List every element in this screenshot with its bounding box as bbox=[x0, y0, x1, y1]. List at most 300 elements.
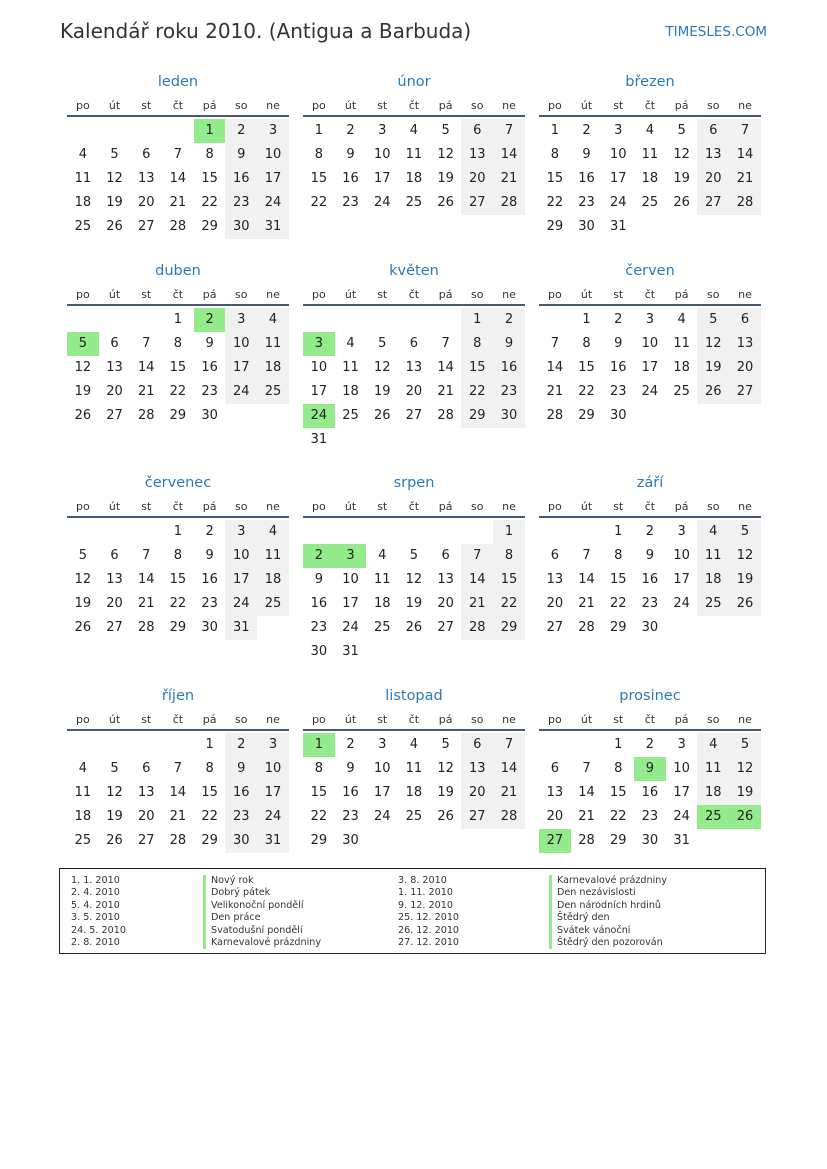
weekday-label: so bbox=[235, 500, 248, 513]
day-cell: 4 bbox=[346, 336, 355, 351]
day-cell: 21 bbox=[546, 384, 564, 399]
weekday-label: út bbox=[344, 99, 357, 112]
weekday-header bbox=[303, 498, 525, 518]
weekday-label: ne bbox=[738, 99, 752, 112]
day-cell: 20 bbox=[729, 356, 761, 380]
day-cell: 12 bbox=[405, 572, 423, 587]
day-cell: 28 bbox=[137, 620, 155, 635]
day-cell: 27 bbox=[137, 219, 155, 234]
day-cell: 20 bbox=[106, 384, 123, 399]
day-cell: 31 bbox=[609, 219, 627, 234]
day-cell: 29 bbox=[310, 833, 328, 848]
day-cell: 5 bbox=[729, 733, 761, 757]
day-cell: 5 bbox=[441, 123, 450, 138]
weekday-label: ne bbox=[738, 713, 752, 726]
empty-cell bbox=[130, 520, 162, 544]
day-cell: 4 bbox=[677, 312, 686, 327]
day-cell: 18 bbox=[74, 195, 92, 210]
month-name: červenec bbox=[144, 475, 212, 491]
weekday-header bbox=[539, 711, 761, 731]
day-cell: 13 bbox=[137, 171, 155, 186]
day-cell: 9 bbox=[645, 548, 655, 563]
month-11 bbox=[539, 686, 761, 853]
holiday-day-cell: 3 bbox=[303, 332, 335, 356]
day-cell: 7 bbox=[142, 336, 151, 351]
weekday-label: pá bbox=[674, 99, 689, 112]
weekday-label: čt bbox=[172, 288, 184, 301]
weekday-label: so bbox=[235, 99, 248, 112]
day-cell: 27 bbox=[729, 380, 761, 404]
day-cell: 17 bbox=[609, 171, 627, 186]
day-cell: 18 bbox=[405, 171, 423, 186]
day-cell: 8 bbox=[173, 336, 183, 351]
holiday-day-cell: 25 bbox=[697, 805, 729, 829]
day-cell: 14 bbox=[137, 572, 155, 587]
day-cell: 27 bbox=[437, 620, 454, 635]
day-cell: 6 bbox=[110, 548, 119, 563]
brand-link[interactable]: TIMESLES.COM bbox=[665, 24, 767, 40]
day-cell: 11 bbox=[257, 544, 289, 568]
day-cell: 28 bbox=[729, 191, 761, 215]
day-cell: 5 bbox=[110, 147, 119, 162]
weekday-label: ne bbox=[266, 99, 280, 112]
day-cell: 5 bbox=[409, 548, 419, 563]
day-cell: 18 bbox=[673, 360, 690, 375]
day-cell: 8 bbox=[461, 332, 493, 356]
day-cell: 20 bbox=[405, 384, 423, 399]
day-cell: 5 bbox=[697, 308, 729, 332]
month-name: říjen bbox=[161, 688, 195, 704]
day-cell: 9 bbox=[205, 548, 214, 563]
day-cell: 8 bbox=[173, 548, 183, 563]
day-cell: 29 bbox=[546, 219, 564, 234]
day-cell: 27 bbox=[697, 191, 729, 215]
weekday-label: po bbox=[75, 288, 90, 301]
day-cell: 20 bbox=[106, 596, 123, 611]
day-cell: 28 bbox=[578, 833, 595, 848]
day-cell: 7 bbox=[142, 548, 151, 563]
weekday-label: čt bbox=[644, 99, 656, 112]
day-cell: 14 bbox=[169, 171, 187, 186]
weekday-header bbox=[539, 286, 761, 306]
day-cell: 15 bbox=[493, 568, 525, 592]
day-cell: 11 bbox=[373, 572, 391, 587]
day-cell: 10 bbox=[609, 147, 627, 162]
weekday-label: po bbox=[311, 99, 326, 112]
day-cell: 7 bbox=[582, 761, 591, 776]
day-cell: 26 bbox=[373, 408, 391, 423]
day-cell: 11 bbox=[405, 147, 423, 162]
day-cell: 17 bbox=[673, 785, 690, 800]
weekday-label: ne bbox=[738, 500, 752, 513]
day-cell: 26 bbox=[437, 809, 454, 824]
weekday-label: po bbox=[547, 500, 562, 513]
day-cell: 30 bbox=[310, 644, 328, 659]
legend-holiday-name: Den práce bbox=[203, 912, 321, 924]
day-cell: 30 bbox=[578, 219, 595, 234]
day-cell: 23 bbox=[641, 809, 659, 824]
day-cell: 21 bbox=[461, 592, 493, 616]
day-cell: 29 bbox=[609, 620, 627, 635]
weekday-label: st bbox=[377, 288, 388, 301]
day-cell: 27 bbox=[461, 805, 493, 829]
day-cell: 7 bbox=[173, 147, 183, 162]
day-cell: 25 bbox=[74, 219, 92, 234]
day-cell: 17 bbox=[342, 596, 359, 611]
holiday-day-cell: 26 bbox=[729, 805, 761, 829]
day-cell: 21 bbox=[437, 384, 454, 399]
weekday-label: čt bbox=[644, 500, 656, 513]
day-cell: 25 bbox=[373, 620, 391, 635]
weekday-label: po bbox=[75, 500, 90, 513]
day-cell: 21 bbox=[578, 596, 595, 611]
day-cell: 22 bbox=[310, 809, 328, 824]
month-name: leden bbox=[157, 74, 199, 90]
day-cell: 9 bbox=[582, 147, 591, 162]
month-6 bbox=[67, 473, 289, 640]
day-cell: 8 bbox=[205, 761, 214, 776]
day-cell: 11 bbox=[641, 147, 659, 162]
day-cell: 23 bbox=[310, 620, 328, 635]
day-cell: 5 bbox=[378, 336, 387, 351]
day-cell: 28 bbox=[437, 408, 454, 423]
day-cell: 25 bbox=[697, 592, 729, 616]
weekday-label: pá bbox=[674, 713, 689, 726]
weekday-label: ne bbox=[266, 288, 280, 301]
day-cell: 17 bbox=[641, 360, 659, 375]
month-7 bbox=[303, 473, 525, 664]
empty-cell bbox=[335, 520, 367, 544]
day-cell: 7 bbox=[461, 544, 493, 568]
legend-dates-col-2 bbox=[398, 875, 459, 949]
weekday-label: pá bbox=[438, 713, 453, 726]
day-cell: 25 bbox=[405, 809, 423, 824]
day-cell: 30 bbox=[609, 408, 627, 423]
day-cell: 15 bbox=[310, 171, 328, 186]
day-cell: 4 bbox=[78, 147, 87, 162]
empty-cell bbox=[571, 520, 603, 544]
day-cell: 22 bbox=[169, 596, 187, 611]
day-cell: 15 bbox=[546, 171, 564, 186]
day-cell: 3 bbox=[677, 737, 686, 752]
month-name: listopad bbox=[385, 688, 443, 704]
day-cell: 8 bbox=[550, 147, 559, 162]
weekday-label: so bbox=[707, 713, 720, 726]
day-cell: 24 bbox=[673, 596, 690, 611]
legend-date: 3. 8. 2010 bbox=[398, 875, 447, 886]
day-cell: 15 bbox=[578, 360, 595, 375]
legend-date: 9. 12. 2010 bbox=[398, 899, 453, 911]
day-cell: 21 bbox=[169, 195, 187, 210]
day-cell: 14 bbox=[137, 360, 155, 375]
day-cell: 12 bbox=[437, 147, 454, 162]
day-cell: 20 bbox=[546, 596, 564, 611]
empty-cell bbox=[303, 520, 335, 544]
day-cell: 6 bbox=[550, 548, 559, 563]
weekday-label: po bbox=[547, 713, 562, 726]
day-cell: 7 bbox=[493, 119, 525, 143]
day-cell: 31 bbox=[673, 833, 690, 848]
day-cell: 22 bbox=[461, 380, 493, 404]
weekday-label: pá bbox=[202, 99, 217, 112]
day-cell: 20 bbox=[461, 167, 493, 191]
day-cell: 13 bbox=[137, 785, 155, 800]
day-cell: 26 bbox=[106, 219, 123, 234]
day-cell: 11 bbox=[405, 761, 423, 776]
weekday-label: st bbox=[613, 500, 624, 513]
day-cell: 14 bbox=[461, 568, 493, 592]
empty-cell bbox=[67, 119, 99, 143]
day-cell: 22 bbox=[169, 384, 187, 399]
month-name: březen bbox=[625, 74, 675, 90]
page-title: Kalendář roku 2010. (Antigua a Barbuda) bbox=[60, 19, 472, 43]
legend-date: 1. 1. 2010 bbox=[71, 875, 120, 886]
day-cell: 23 bbox=[578, 195, 595, 210]
day-cell: 16 bbox=[609, 360, 627, 375]
day-cell: 31 bbox=[257, 215, 289, 239]
day-cell: 17 bbox=[257, 781, 289, 805]
day-cell: 12 bbox=[697, 332, 729, 356]
empty-cell bbox=[303, 308, 335, 332]
weekday-label: st bbox=[377, 99, 388, 112]
empty-cell bbox=[67, 733, 99, 757]
weekday-label: st bbox=[141, 99, 152, 112]
month-9 bbox=[67, 686, 289, 853]
day-cell: 15 bbox=[609, 785, 627, 800]
day-cell: 9 bbox=[346, 147, 355, 162]
month-5 bbox=[539, 261, 761, 428]
day-cell: 27 bbox=[461, 191, 493, 215]
day-cell: 19 bbox=[673, 171, 690, 186]
day-cell: 6 bbox=[441, 548, 450, 563]
day-cell: 13 bbox=[461, 757, 493, 781]
month-name: květen bbox=[389, 263, 439, 279]
day-cell: 24 bbox=[673, 809, 690, 824]
day-cell: 30 bbox=[225, 215, 257, 239]
empty-cell bbox=[99, 308, 131, 332]
day-cell: 4 bbox=[257, 520, 289, 544]
weekday-label: so bbox=[235, 713, 248, 726]
day-grid bbox=[67, 119, 289, 239]
legend-date: 24. 5. 2010 bbox=[71, 924, 126, 936]
day-cell: 14 bbox=[546, 360, 564, 375]
day-cell: 9 bbox=[225, 757, 257, 781]
day-cell: 18 bbox=[257, 356, 289, 380]
day-cell: 21 bbox=[169, 809, 187, 824]
day-cell: 1 bbox=[614, 737, 623, 752]
empty-cell bbox=[366, 520, 398, 544]
day-cell: 8 bbox=[205, 147, 214, 162]
day-cell: 27 bbox=[106, 408, 123, 423]
day-cell: 6 bbox=[550, 761, 559, 776]
day-cell: 24 bbox=[225, 592, 257, 616]
day-cell: 21 bbox=[137, 384, 155, 399]
weekday-label: so bbox=[707, 288, 720, 301]
day-cell: 11 bbox=[673, 336, 690, 351]
legend-holiday-name: Dobrý pátek bbox=[203, 887, 321, 899]
weekday-label: st bbox=[613, 713, 624, 726]
day-cell: 21 bbox=[493, 167, 525, 191]
legend-holiday-name: Štědrý den bbox=[549, 912, 667, 924]
weekday-label: ne bbox=[502, 99, 516, 112]
day-cell: 19 bbox=[373, 384, 391, 399]
weekday-label: so bbox=[707, 500, 720, 513]
weekday-label: čt bbox=[408, 288, 420, 301]
weekday-label: út bbox=[580, 500, 593, 513]
day-cell: 30 bbox=[342, 833, 359, 848]
day-cell: 22 bbox=[493, 592, 525, 616]
day-cell: 19 bbox=[74, 596, 92, 611]
day-cell: 10 bbox=[373, 147, 391, 162]
day-cell: 15 bbox=[169, 360, 187, 375]
weekday-header bbox=[303, 286, 525, 306]
day-cell: 28 bbox=[578, 620, 595, 635]
day-cell: 24 bbox=[641, 384, 659, 399]
legend-holiday-name: Den národních hrdinů bbox=[549, 900, 667, 912]
day-cell: 29 bbox=[461, 404, 493, 428]
holiday-day-cell: 5 bbox=[67, 332, 99, 356]
day-cell: 3 bbox=[257, 119, 289, 143]
day-cell: 12 bbox=[673, 147, 690, 162]
day-grid bbox=[539, 520, 761, 640]
day-cell: 9 bbox=[205, 336, 214, 351]
day-cell: 25 bbox=[673, 384, 690, 399]
day-cell: 28 bbox=[461, 616, 493, 640]
empty-cell bbox=[335, 308, 367, 332]
day-cell: 13 bbox=[729, 332, 761, 356]
weekday-label: po bbox=[75, 99, 90, 112]
day-cell: 22 bbox=[201, 195, 218, 210]
weekday-label: so bbox=[471, 288, 484, 301]
day-cell: 7 bbox=[441, 336, 450, 351]
day-cell: 18 bbox=[697, 568, 729, 592]
day-cell: 10 bbox=[225, 332, 257, 356]
day-cell: 16 bbox=[578, 171, 595, 186]
weekday-label: po bbox=[311, 288, 326, 301]
day-cell: 31 bbox=[225, 616, 257, 640]
day-cell: 14 bbox=[493, 143, 525, 167]
weekday-label: út bbox=[580, 288, 593, 301]
day-cell: 16 bbox=[641, 572, 659, 587]
legend-holiday-name: Svatodušní pondělí bbox=[203, 925, 321, 937]
weekday-label: po bbox=[311, 713, 326, 726]
empty-cell bbox=[130, 308, 162, 332]
day-cell: 27 bbox=[106, 620, 123, 635]
day-cell: 12 bbox=[437, 761, 454, 776]
month-name: únor bbox=[397, 74, 431, 90]
day-cell: 19 bbox=[405, 596, 423, 611]
day-cell: 12 bbox=[74, 360, 92, 375]
weekday-label: st bbox=[141, 288, 152, 301]
day-cell: 3 bbox=[614, 123, 623, 138]
day-cell: 17 bbox=[373, 171, 391, 186]
day-cell: 1 bbox=[205, 737, 214, 752]
month-1 bbox=[303, 72, 525, 215]
day-grid bbox=[539, 733, 761, 853]
day-cell: 6 bbox=[697, 119, 729, 143]
day-cell: 8 bbox=[614, 761, 623, 776]
day-cell: 3 bbox=[257, 733, 289, 757]
day-cell: 21 bbox=[578, 809, 595, 824]
weekday-label: út bbox=[108, 500, 121, 513]
weekday-label: út bbox=[580, 713, 593, 726]
empty-cell bbox=[430, 520, 462, 544]
day-cell: 10 bbox=[310, 360, 328, 375]
day-cell: 7 bbox=[173, 761, 183, 776]
month-3 bbox=[67, 261, 289, 428]
weekday-label: st bbox=[377, 713, 388, 726]
legend-date: 3. 5. 2010 bbox=[71, 912, 120, 924]
day-cell: 30 bbox=[641, 620, 659, 635]
day-cell: 2 bbox=[493, 308, 525, 332]
weekday-label: pá bbox=[674, 288, 689, 301]
day-cell: 20 bbox=[461, 781, 493, 805]
day-cell: 22 bbox=[609, 596, 627, 611]
day-cell: 17 bbox=[225, 568, 257, 592]
day-cell: 14 bbox=[169, 785, 187, 800]
holiday-day-cell: 2 bbox=[303, 544, 335, 568]
day-cell: 30 bbox=[201, 620, 218, 635]
day-cell: 23 bbox=[609, 384, 627, 399]
day-cell: 23 bbox=[201, 384, 218, 399]
day-cell: 10 bbox=[673, 761, 690, 776]
month-4 bbox=[303, 261, 525, 452]
empty-cell bbox=[99, 119, 131, 143]
day-cell: 24 bbox=[609, 195, 627, 210]
day-cell: 4 bbox=[697, 733, 729, 757]
weekday-label: čt bbox=[172, 99, 184, 112]
day-grid bbox=[67, 308, 289, 428]
weekday-label: so bbox=[471, 713, 484, 726]
empty-cell bbox=[366, 308, 398, 332]
weekday-label: po bbox=[311, 500, 326, 513]
day-cell: 17 bbox=[310, 384, 328, 399]
day-cell: 3 bbox=[378, 737, 387, 752]
day-cell: 26 bbox=[437, 195, 454, 210]
weekday-label: pá bbox=[202, 288, 217, 301]
day-cell: 26 bbox=[729, 592, 761, 616]
day-cell: 11 bbox=[697, 757, 729, 781]
day-cell: 19 bbox=[74, 384, 92, 399]
month-name: srpen bbox=[393, 475, 435, 491]
weekday-label: čt bbox=[644, 713, 656, 726]
day-cell: 19 bbox=[697, 356, 729, 380]
day-cell: 11 bbox=[74, 785, 92, 800]
day-cell: 17 bbox=[257, 167, 289, 191]
day-cell: 29 bbox=[609, 833, 627, 848]
day-cell: 24 bbox=[257, 191, 289, 215]
weekday-label: út bbox=[344, 713, 357, 726]
day-cell: 20 bbox=[697, 167, 729, 191]
day-grid bbox=[303, 119, 525, 215]
day-cell: 29 bbox=[169, 620, 187, 635]
weekday-label: st bbox=[377, 500, 388, 513]
weekday-label: st bbox=[141, 500, 152, 513]
day-cell: 28 bbox=[169, 219, 187, 234]
day-cell: 3 bbox=[225, 520, 257, 544]
day-cell: 26 bbox=[697, 380, 729, 404]
day-cell: 15 bbox=[169, 572, 187, 587]
day-cell: 9 bbox=[314, 572, 323, 587]
day-cell: 10 bbox=[257, 757, 289, 781]
day-cell: 7 bbox=[550, 336, 559, 351]
month-name: září bbox=[636, 475, 664, 491]
day-cell: 23 bbox=[225, 805, 257, 829]
day-cell: 19 bbox=[106, 809, 123, 824]
day-cell: 1 bbox=[461, 308, 493, 332]
day-cell: 18 bbox=[373, 596, 391, 611]
day-cell: 24 bbox=[225, 380, 257, 404]
